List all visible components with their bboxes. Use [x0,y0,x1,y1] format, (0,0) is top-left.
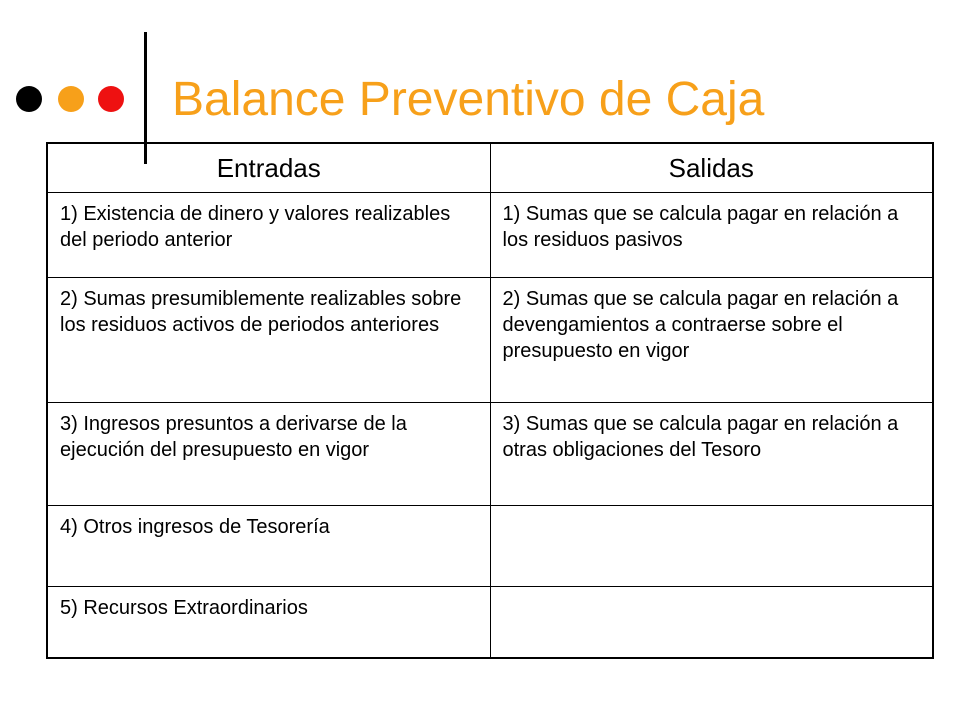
slide-title: Balance Preventivo de Caja [172,73,765,126]
salida-cell: 3) Sumas que se calcula pagar en relación a otras obligaciones del Tesoro [490,403,933,506]
table-row [47,278,933,403]
header-entradas: Entradas [47,143,490,193]
entrada-cell: 1) Existencia de dinero y valores realizables del periodo anterior [47,193,490,278]
salida-cell-empty [490,506,933,587]
decorative-dot-orange [58,86,84,112]
entrada-cell: 4) Otros ingresos de Tesorería [47,506,490,587]
table-header-row [47,143,933,193]
entrada-cell: 5) Recursos Extraordinarios [47,587,490,659]
decorative-dot-red [98,86,124,112]
entrada-cell: 3) Ingresos presuntos a derivarse de la ejecución del presupuesto en vigor [47,403,490,506]
table-row [47,193,933,278]
table-row [47,587,933,659]
balance-table [46,142,934,659]
salida-cell: 1) Sumas que se calcula pagar en relación a los residuos pasivos [490,193,933,278]
salida-cell-empty [490,587,933,659]
table-row [47,403,933,506]
table-row [47,506,933,587]
decorative-dot-black [16,86,42,112]
salida-cell: 2) Sumas que se calcula pagar en relación a devengamientos a contraerse sobre el presupuesto en vigor [490,278,933,403]
header-salidas: Salidas [490,143,933,193]
entrada-cell: 2) Sumas presumiblemente realizables sobre los residuos activos de periodos anteriores [47,278,490,403]
